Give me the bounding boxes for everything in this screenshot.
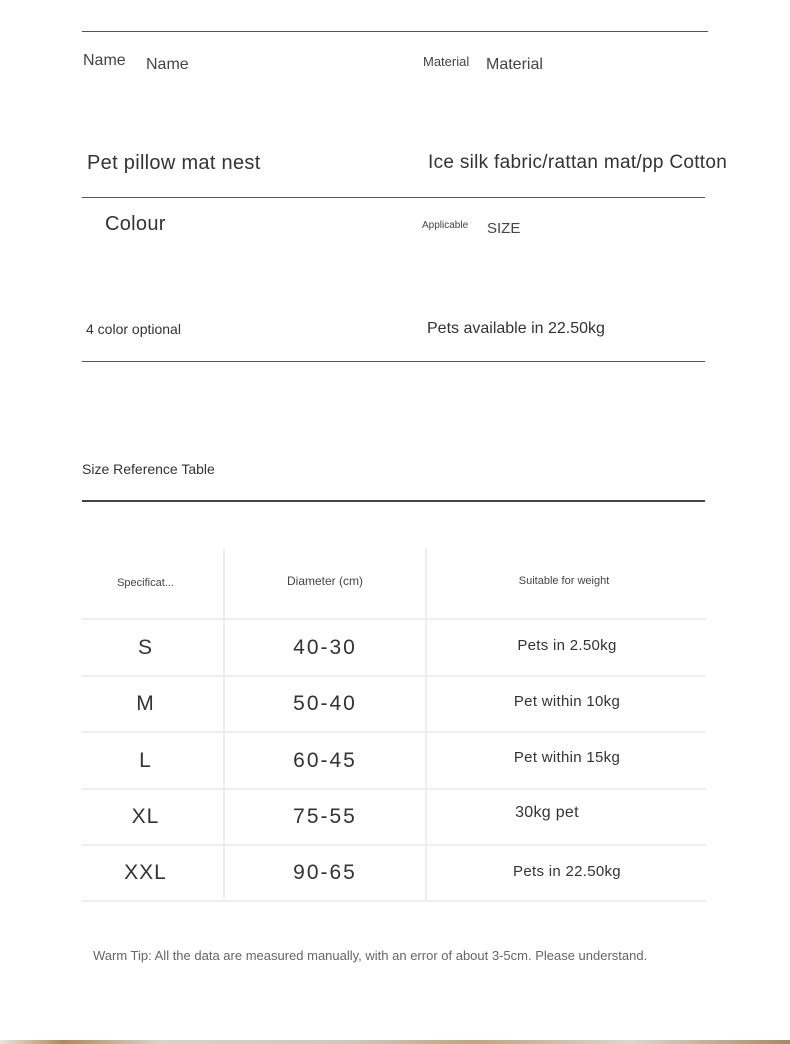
size-table-title: Size Reference Table: [82, 461, 215, 477]
table-cell-diameter: 60-45: [293, 748, 357, 772]
colour-value: 4 color optional: [86, 321, 181, 337]
table-cell-size: XL: [131, 805, 160, 828]
applicable-label: Applicable: [422, 220, 469, 231]
table-cell-size: S: [137, 635, 153, 659]
colour-label: Colour: [105, 213, 166, 235]
name-label: Name: [83, 52, 126, 69]
table-cell-size: M: [136, 692, 155, 715]
table-cell-weight: Pet within 10kg: [513, 692, 621, 710]
table-cell-weight: Pets in 2.50kg: [517, 637, 617, 654]
material-sublabel: Material: [486, 56, 543, 73]
applicable-value: Pets available in 22.50kg: [427, 320, 605, 337]
material-label: Material: [423, 54, 470, 69]
size-table: [82, 548, 706, 902]
table-cell-weight: Pets in 22.50kg: [513, 862, 621, 880]
row-divider: [82, 900, 706, 902]
table-cell-size: XXL: [124, 861, 167, 884]
table-cell-size: L: [139, 748, 152, 772]
table-cell-diameter: 90-65: [293, 861, 357, 884]
bottom-image-edge: [0, 1040, 790, 1044]
size-sublabel: SIZE: [487, 220, 521, 237]
table-header-weight: Suitable for weight: [518, 575, 610, 587]
name-value: Pet pillow mat nest: [87, 152, 261, 174]
info-divider-2: [82, 361, 705, 362]
material-value: Ice silk fabric/rattan mat/pp Cotton: [428, 152, 728, 173]
top-divider: [82, 31, 708, 32]
table-cell-weight: Pet within 15kg: [513, 749, 621, 766]
name-sublabel: Name: [146, 56, 189, 73]
info-divider-1: [82, 197, 705, 198]
size-table-title-divider: [82, 500, 705, 502]
table-cell-weight: 30kg pet: [515, 804, 579, 821]
table-cell-diameter: 75-55: [293, 805, 357, 828]
table-header-diameter: Diameter (cm): [286, 574, 363, 588]
table-cell-diameter: 40-30: [293, 635, 357, 659]
table-header-spec: Specificat...: [117, 577, 174, 589]
table-cell-diameter: 50-40: [293, 692, 357, 715]
warm-tip: Warm Tip: All the data are measured manually, with an error of about 3-5cm. Please understand.: [93, 948, 648, 963]
